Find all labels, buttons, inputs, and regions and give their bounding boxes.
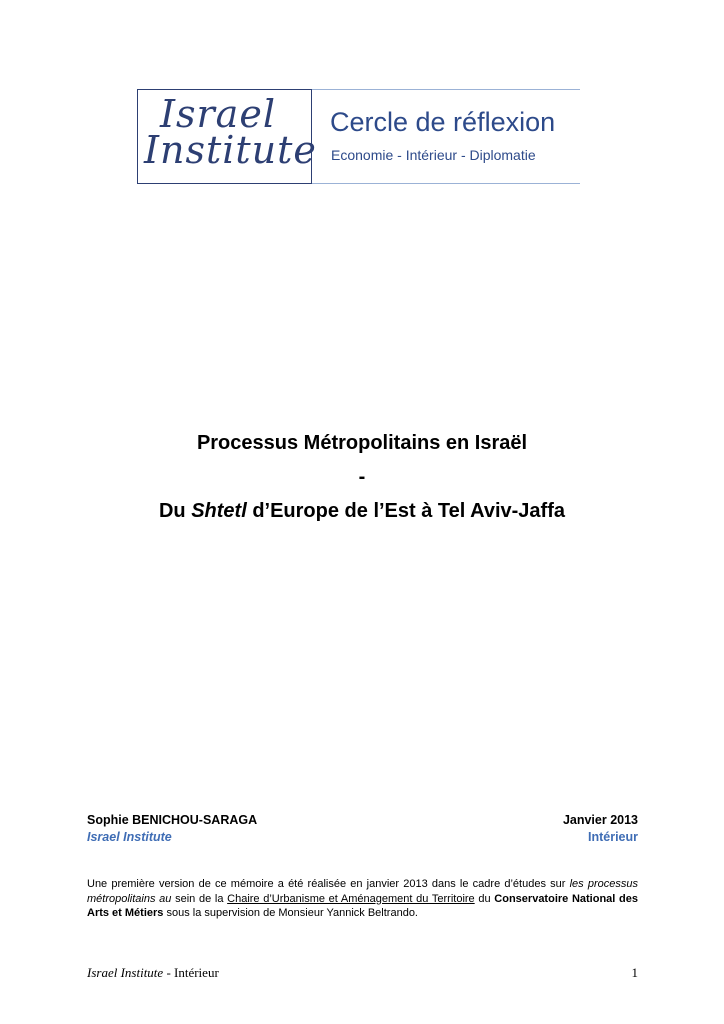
para-italic: les processus métropolitains au [87, 878, 638, 905]
banner-bottom-rule [312, 183, 580, 184]
page-number: 1 [631, 965, 638, 980]
title-italic-word: Shtetl [191, 500, 247, 522]
footer-left [87, 965, 219, 981]
logo-box [137, 89, 317, 184]
para-underlined-chair: Chaire d’Urbanisme et Aménagement du Territoire [227, 892, 475, 905]
intro-paragraph [87, 877, 638, 921]
title-separator: - [358, 466, 366, 488]
banner-top-rule [312, 89, 580, 90]
title-line-1: Processus Métropolitains en Israël [196, 432, 528, 454]
logo-word-institute: Institute [144, 128, 317, 172]
title-suffix: d’Europe de l’Est à Tel Aviv-Jaffa [246, 500, 565, 522]
organization-name: Israel Institute [87, 830, 172, 844]
para-text-2: sein de la [171, 892, 228, 905]
para-bold-institution: Conservatoire National des Arts et Métiers [87, 892, 638, 919]
author-name: Sophie BENICHOU-SARAGA [87, 813, 258, 827]
banner [312, 89, 580, 184]
banner-title: Cercle de réflexion [330, 107, 556, 137]
para-text-4: sous la supervision de Monsieur Yannick Beltrando. [163, 907, 418, 919]
banner-subtitle: Economie - Intérieur - Diplomatie [331, 147, 536, 163]
title-prefix: Du [158, 500, 192, 522]
logo-word-israel: Israel [160, 92, 276, 136]
document-title [0, 426, 724, 528]
para-text-3: du [474, 892, 495, 905]
footer-section: - Intérieur [163, 965, 219, 980]
document-date: Janvier 2013 [562, 813, 638, 827]
footer-org: Israel Institute [87, 965, 164, 980]
title-line-3 [0, 494, 724, 528]
section-name: Intérieur [587, 830, 638, 844]
para-text-1: Une première version de ce mémoire a été réalisée en janvier 2013 dans le cadre d’études sur [87, 878, 570, 890]
